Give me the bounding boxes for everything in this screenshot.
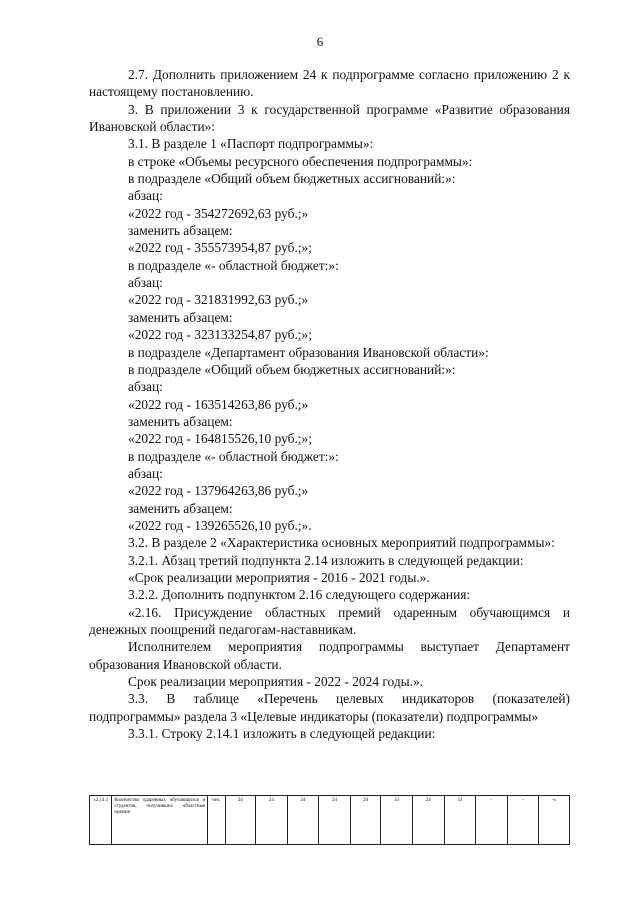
document-body xyxy=(89,66,570,742)
table-cell: Количество одаренных обучающихся и студентов, получивших областные премии xyxy=(112,796,208,845)
table-cell: чел. xyxy=(208,796,225,845)
table-cell: 24 xyxy=(225,796,256,845)
table-row xyxy=(90,796,570,845)
table-cell: 24 xyxy=(256,796,288,845)
paragraph: 2.7. Дополнить приложением 24 к подпрограмме согласно приложению 2 к настоящему постановлению. xyxy=(89,67,570,100)
table-cell: 33 xyxy=(381,796,413,845)
paragraph: в подразделе «Общий объем бюджетных ассигнований:»: xyxy=(128,361,456,377)
paragraph: в подразделе «Департамент образования Ивановской области»: xyxy=(128,344,489,360)
paragraph: заменить абзацем: xyxy=(128,413,233,429)
paragraph: абзац: xyxy=(128,465,163,481)
table-cell: 24 xyxy=(319,796,351,845)
paragraph: в подразделе «- областной бюджет:»: xyxy=(128,257,339,273)
paragraph: Срок реализации мероприятия - 2022 - 2024 годы.». xyxy=(128,674,424,690)
paragraph: в подразделе «Общий объем бюджетных ассигнований:»: xyxy=(128,171,456,187)
paragraph: абзац: xyxy=(128,379,163,395)
table-cell: 24 xyxy=(350,796,381,845)
table-cell: - xyxy=(507,796,539,845)
paragraph: «2022 год - 321831992,63 руб.;» xyxy=(128,292,309,308)
table-cell: 24 xyxy=(412,796,444,845)
paragraph: «2022 год - 355573954,87 руб.;»; xyxy=(128,240,312,256)
paragraph: «2022 год - 354272692,63 руб.;» xyxy=(128,205,309,221)
paragraph: абзац: xyxy=(128,188,163,204)
paragraph: в строке «Объемы ресурсного обеспечения подпрограммы»: xyxy=(128,153,473,169)
paragraph: 3.3.1. Строку 2.14.1 изложить в следующей редакции: xyxy=(128,726,436,742)
paragraph: 3.2.2. Дополнить подпунктом 2.16 следующего содержания: xyxy=(128,587,471,603)
paragraph: Исполнителем мероприятия подпрограммы выступает Департамент образования Ивановской области. xyxy=(89,639,570,672)
paragraph: 3.3. В таблице «Перечень целевых индикаторов (показателей) подпрограммы» раздела 3 «Целевые индикаторы (показатели) подпрограммы» xyxy=(89,691,570,724)
table-cell: 33 xyxy=(444,796,476,845)
table-cell: «2.14.1 xyxy=(90,796,112,845)
paragraph: «2022 год - 139265526,10 руб.;». xyxy=(128,517,312,533)
paragraph: 3.1. В разделе 1 «Паспорт подпрограммы»: xyxy=(128,136,374,152)
paragraph: 3.2. В разделе 2 «Характеристика основных мероприятий подпрограммы»: xyxy=(128,535,555,551)
paragraph: «2022 год - 164815526,10 руб.;»; xyxy=(128,431,312,447)
paragraph: «2022 год - 323133254,87 руб.;»; xyxy=(128,327,312,343)
paragraph: 3. В приложении 3 к государственной программе «Развитие образования Ивановской области»: xyxy=(89,101,570,135)
indicator-table xyxy=(89,795,570,845)
paragraph: в подразделе «- областной бюджет:»: xyxy=(128,448,339,464)
paragraph: «Срок реализации мероприятия - 2016 - 2021 годы.». xyxy=(128,569,430,585)
table-cell: -» xyxy=(539,796,570,845)
table-cell: - xyxy=(476,796,508,845)
table-cell: 24 xyxy=(287,796,319,845)
paragraph: заменить абзацем: xyxy=(128,309,233,325)
paragraph: заменить абзацем: xyxy=(128,223,233,239)
paragraph: «2.16. Присуждение областных премий одаренным обучающимся и денежных поощрений педагогам-наставникам. xyxy=(89,604,570,637)
paragraph: заменить абзацем: xyxy=(128,500,233,516)
paragraph: «2022 год - 137964263,86 руб.;» xyxy=(128,483,309,499)
paragraph: абзац: xyxy=(128,275,163,291)
paragraph: «2022 год - 163514263,86 руб.;» xyxy=(128,396,309,412)
paragraph: 3.2.1. Абзац третий подпункта 2.14 изложить в следующей редакции: xyxy=(128,552,524,568)
page-number: 6 xyxy=(316,34,324,49)
